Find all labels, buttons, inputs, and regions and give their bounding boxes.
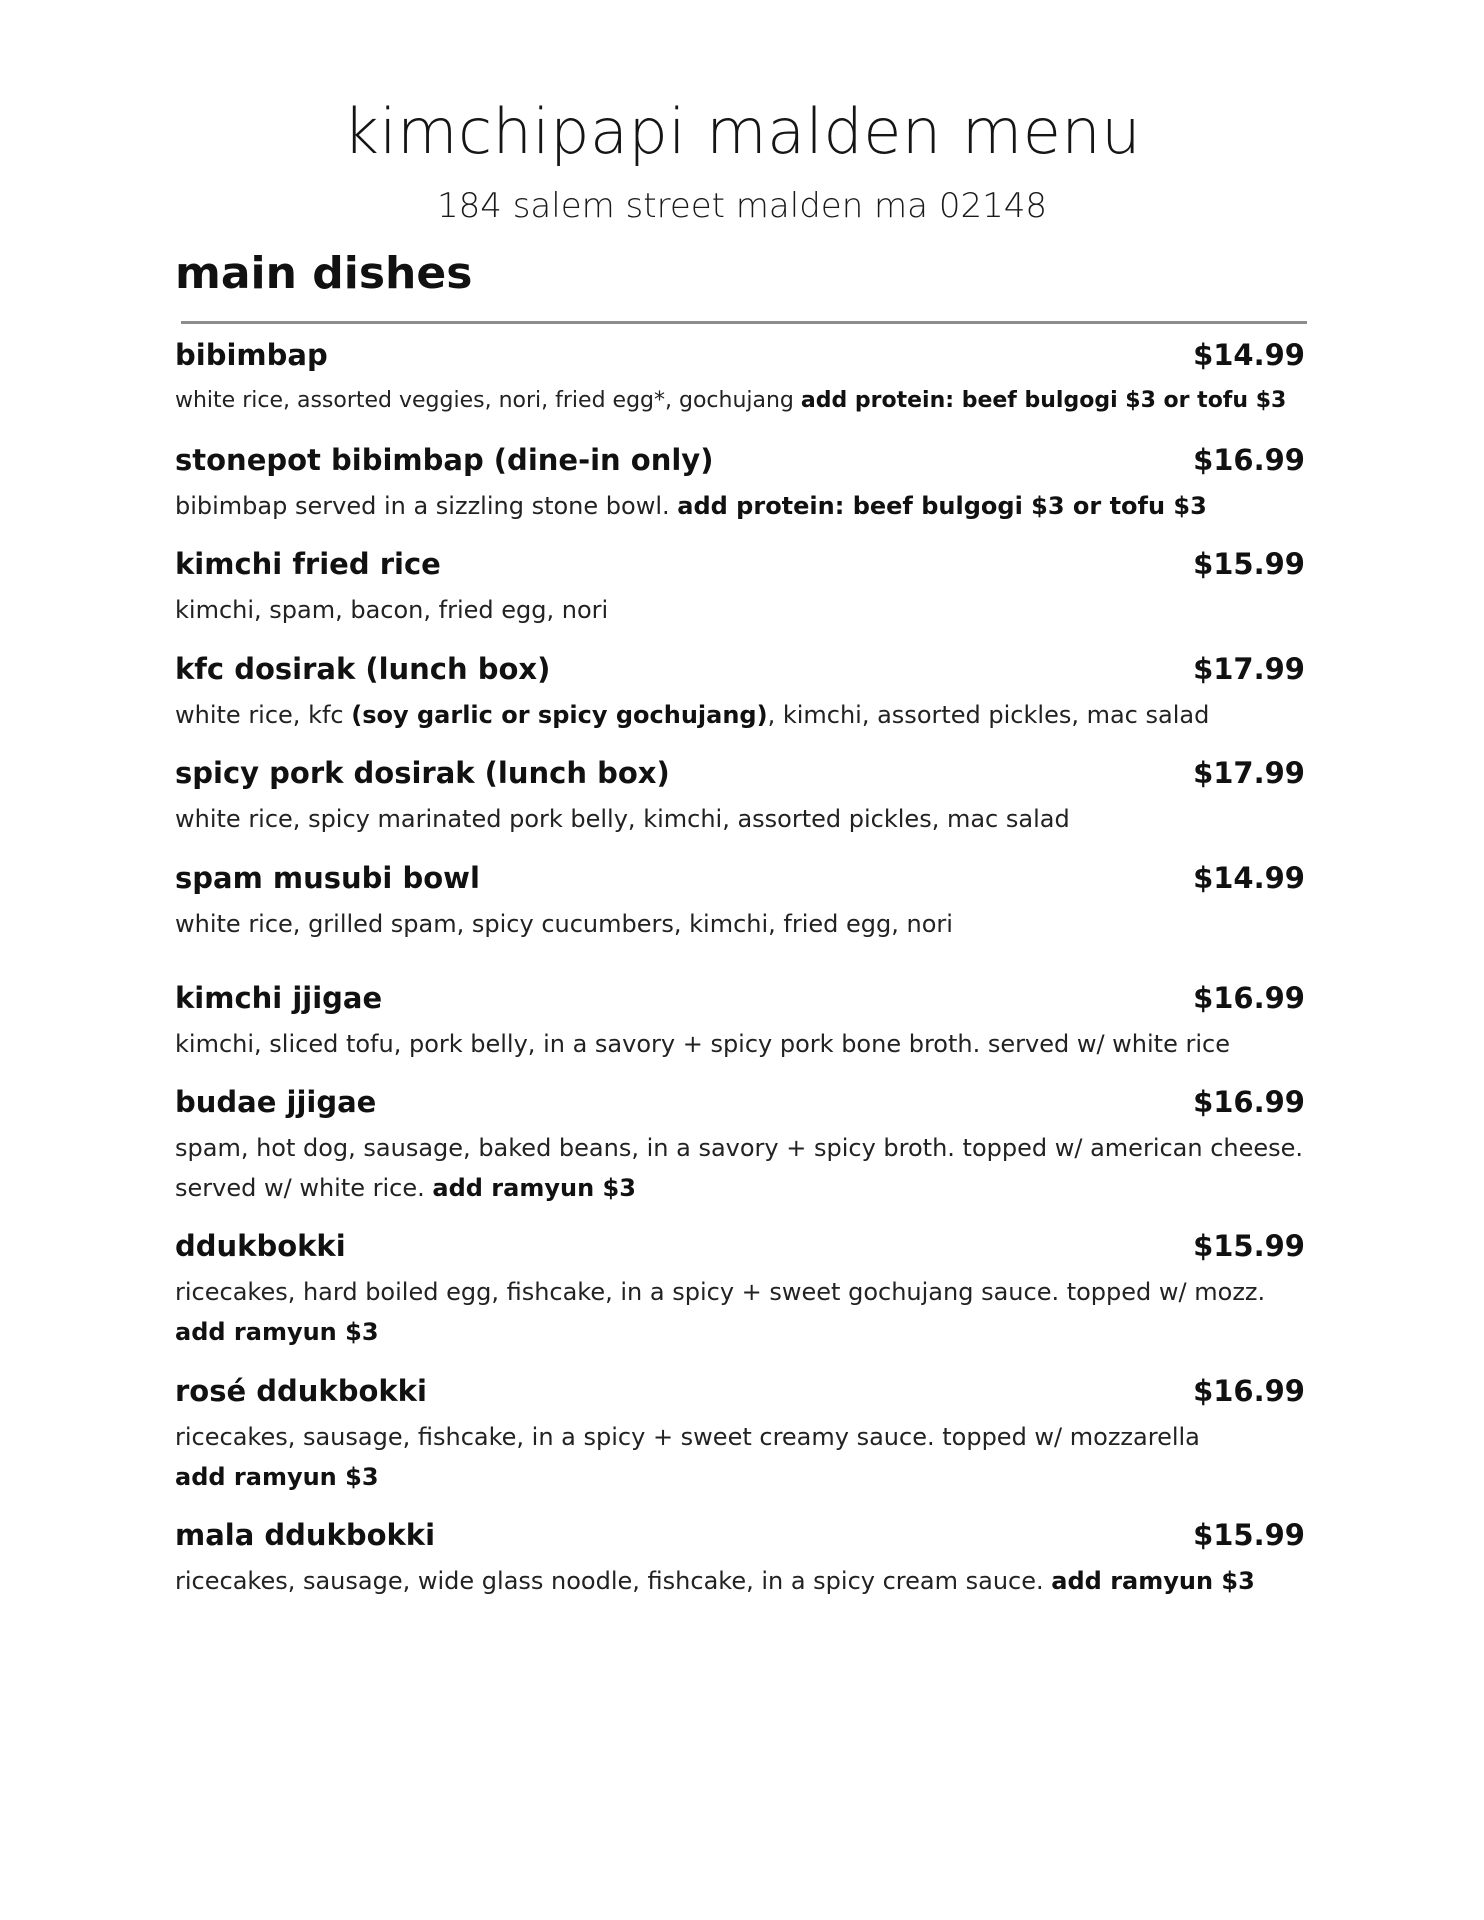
item-name: kimchi fried rice xyxy=(175,547,441,581)
item-addon-text: add protein: beef bulgogi $3 or tofu $3 xyxy=(677,492,1207,520)
item-price: $14.99 xyxy=(1193,861,1305,895)
item-description xyxy=(175,590,1305,630)
item-description xyxy=(175,1417,1305,1497)
item-description xyxy=(175,486,1305,526)
item-price: $17.99 xyxy=(1193,652,1305,686)
item-name: spicy pork dosirak (lunch box) xyxy=(175,756,670,790)
item-addon-text: (soy garlic or spicy gochujang) xyxy=(351,701,768,729)
item-description xyxy=(175,1272,1305,1352)
item-addon-text: add ramyun $3 xyxy=(175,1463,379,1491)
item-name: rosé ddukbokki xyxy=(175,1374,427,1408)
section-heading: main dishes xyxy=(175,248,473,299)
item-name: kfc dosirak (lunch box) xyxy=(175,652,551,686)
item-description-text: bibimbap served in a sizzling stone bowl. xyxy=(175,492,678,520)
item-addon-text: add ramyun $3 xyxy=(1051,1567,1255,1595)
item-description-text: ricecakes, sausage, wide glass noodle, fishcake, in a spicy cream sauce. xyxy=(175,1567,1052,1595)
item-name: mala ddukbokki xyxy=(175,1518,436,1552)
item-description-text: served w/ white rice. xyxy=(175,1174,433,1202)
item-price: $17.99 xyxy=(1193,756,1305,790)
item-description xyxy=(175,1561,1305,1601)
item-description xyxy=(175,1128,1305,1208)
item-name: budae jjigae xyxy=(175,1085,377,1119)
item-description-text: spam, hot dog, sausage, baked beans, in a savory + spicy broth. topped w/ american cheese. xyxy=(175,1134,1304,1162)
item-addon-text: add protein: beef bulgogi $3 or tofu $3 xyxy=(800,388,1287,413)
item-price: $15.99 xyxy=(1193,547,1305,581)
item-name: ddukbokki xyxy=(175,1229,346,1263)
item-description-text: white rice, spicy marinated pork belly, kimchi, assorted pickles, mac salad xyxy=(175,805,1070,833)
item-name: stonepot bibimbap (dine-in only) xyxy=(175,443,714,477)
item-description-text: , kimchi, assorted pickles, mac salad xyxy=(767,701,1210,729)
item-addon-text: add ramyun $3 xyxy=(175,1318,379,1346)
item-price: $16.99 xyxy=(1193,1374,1305,1408)
item-description-text: ricecakes, hard boiled egg, fishcake, in a spicy + sweet gochujang sauce. topped w/ mozz. xyxy=(175,1278,1266,1306)
item-description-text: white rice, grilled spam, spicy cucumbers, kimchi, fried egg, nori xyxy=(175,910,953,938)
item-description xyxy=(175,799,1305,839)
item-description-text: ricecakes, sausage, fishcake, in a spicy + sweet creamy sauce. topped w/ mozzarella xyxy=(175,1423,1200,1451)
item-price: $15.99 xyxy=(1193,1518,1305,1552)
restaurant-address: 184 salem street malden ma 02148 xyxy=(437,186,1047,226)
item-price: $16.99 xyxy=(1193,981,1305,1015)
item-description-text: white rice, kfc xyxy=(175,701,352,729)
page-title: kimchipapi malden menu xyxy=(342,95,1142,168)
item-description xyxy=(175,695,1305,735)
item-description-text: white rice, assorted veggies, nori, fried egg*, gochujang xyxy=(175,388,801,413)
item-description-text: kimchi, sliced tofu, pork belly, in a savory + spicy pork bone broth. served w/ white rice xyxy=(175,1030,1230,1058)
item-price: $16.99 xyxy=(1193,443,1305,477)
item-price: $15.99 xyxy=(1193,1229,1305,1263)
item-name: spam musubi bowl xyxy=(175,861,480,895)
section-divider xyxy=(181,321,1307,324)
item-addon-text: add ramyun $3 xyxy=(432,1174,636,1202)
item-description-text: kimchi, spam, bacon, fried egg, nori xyxy=(175,596,609,624)
item-description xyxy=(175,381,1305,421)
item-description xyxy=(175,904,1305,944)
item-name: bibimbap xyxy=(175,338,328,372)
item-name: kimchi jjigae xyxy=(175,981,383,1015)
item-price: $14.99 xyxy=(1193,338,1305,372)
item-price: $16.99 xyxy=(1193,1085,1305,1119)
item-description xyxy=(175,1024,1305,1064)
